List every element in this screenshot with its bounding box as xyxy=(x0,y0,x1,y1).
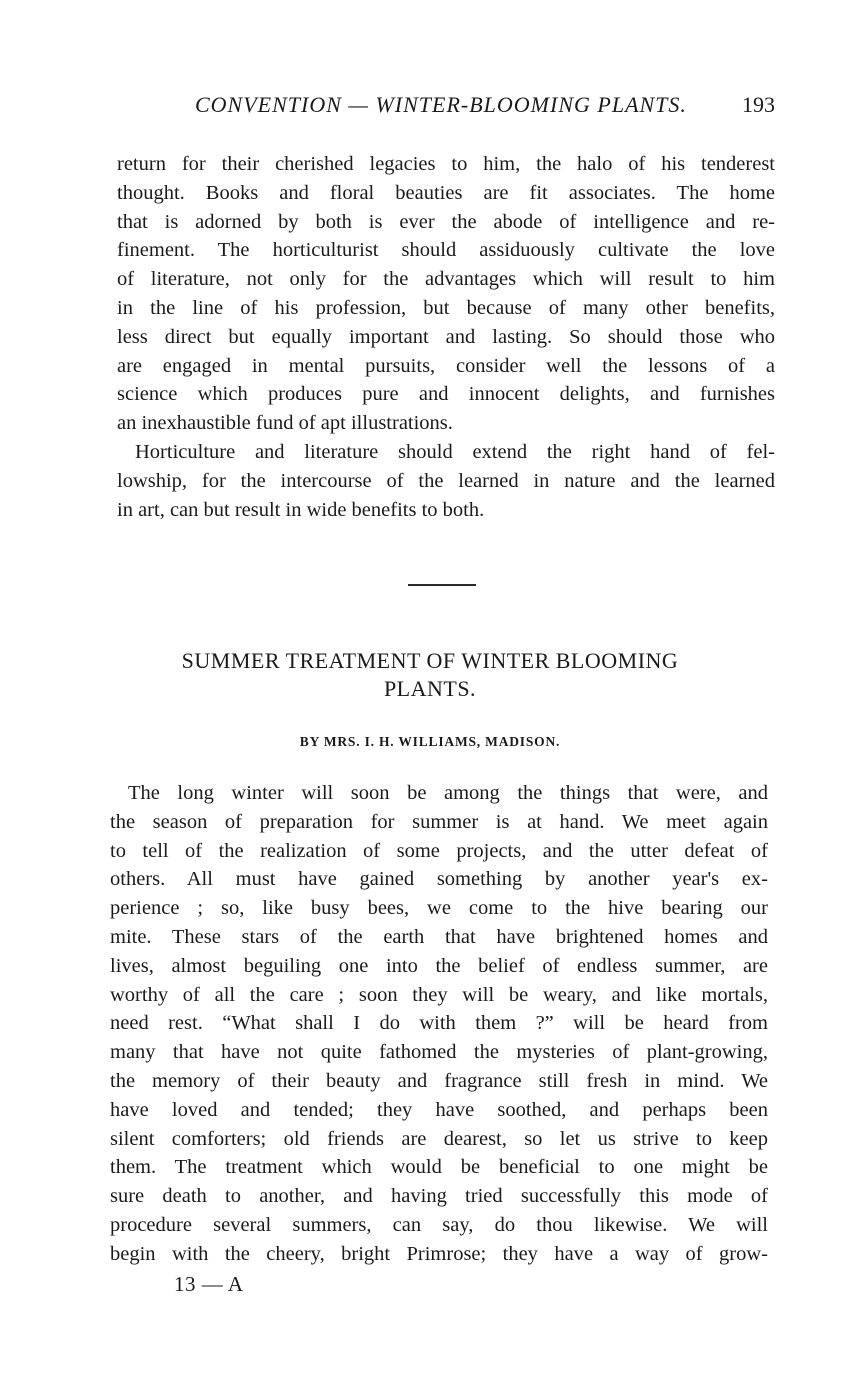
text-line: to tell of the realization of some projects, and the utter defeat of xyxy=(110,839,768,862)
text-line: return for their cherished legacies to him, the halo of his tenderest xyxy=(117,153,775,175)
article-title-line-2: PLANTS. xyxy=(383,676,477,701)
article-paragraph xyxy=(110,779,768,1269)
text-line: The long winter will soon be among the things that were, and xyxy=(128,782,768,804)
text-line: the season of preparation for summer is at hand. We meet again xyxy=(110,810,768,833)
article-byline: BY MRS. I. H. WILLIAMS, MADISON. xyxy=(299,734,561,749)
article-title xyxy=(100,647,760,703)
text-line: less direct but equally important and lasting. So should those who xyxy=(117,325,775,348)
text-line: Horticulture and literature should extend the right hand of fel- xyxy=(135,441,775,463)
text-line: have loved and tended; they have soothed, and perhaps been xyxy=(110,1098,768,1121)
page-number: 193 xyxy=(742,92,775,117)
text-line: silent comforters; old friends are dearest, so let us strive to keep xyxy=(110,1127,768,1150)
text-line: many that have not quite fathomed the mysteries of plant-growing, xyxy=(110,1041,768,1064)
text-line: sure death to another, and having tried successfully this mode of xyxy=(110,1185,768,1208)
text-line: that is adorned by both is ever the abode of intelligence and re- xyxy=(117,210,775,233)
section-divider xyxy=(408,584,476,586)
text-line: others. All must have gained something by another year's ex- xyxy=(110,868,768,891)
text-line: in art, can but result in wide benefits to both. xyxy=(117,498,485,521)
text-line: are engaged in mental pursuits, consider well the lessons of a xyxy=(117,354,775,377)
running-head xyxy=(195,92,775,122)
article-title-line-1: SUMMER TREATMENT OF WINTER BLOOMING xyxy=(181,648,679,673)
text-line: procedure several summers, can say, do thou likewise. We will xyxy=(110,1213,768,1236)
text-line: perience ; so, like busy bees, we come to the hive bearing our xyxy=(110,897,768,920)
text-line: an inexhaustible fund of apt illustrations. xyxy=(117,412,453,435)
text-line: mite. These stars of the earth that have brightened homes and xyxy=(110,925,768,948)
continuation-paragraph-2 xyxy=(117,438,775,524)
running-title: CONVENTION — WINTER-BLOOMING PLANTS. xyxy=(195,92,687,117)
text-line: lives, almost beguiling one into the belief of endless summer, are xyxy=(110,954,768,977)
text-line: of literature, not only for the advantages which will result to him xyxy=(117,268,775,291)
text-line: need rest. “What shall I do with them ?” will be heard from xyxy=(110,1012,768,1035)
text-line: lowship, for the intercourse of the learned in nature and the learned xyxy=(117,469,775,492)
text-line: begin with the cheery, bright Primrose; they have a way of grow- xyxy=(110,1242,768,1265)
signature-mark: 13 — A xyxy=(174,1272,244,1296)
continuation-paragraph-1 xyxy=(117,150,775,438)
text-line: worthy of all the care ; soon they will be weary, and like mortals, xyxy=(110,983,768,1006)
text-line: in the line of his profession, but because of many other benefits, xyxy=(117,296,775,319)
text-line: the memory of their beauty and fragrance still fresh in mind. We xyxy=(110,1069,768,1092)
text-line: thought. Books and floral beauties are fit associates. The home xyxy=(117,181,775,204)
text-line: science which produces pure and innocent delights, and furnishes xyxy=(117,383,775,406)
text-line: finement. The horticulturist should assiduously cultivate the love xyxy=(117,239,775,262)
text-line: them. The treatment which would be beneficial to one might be xyxy=(110,1156,768,1179)
